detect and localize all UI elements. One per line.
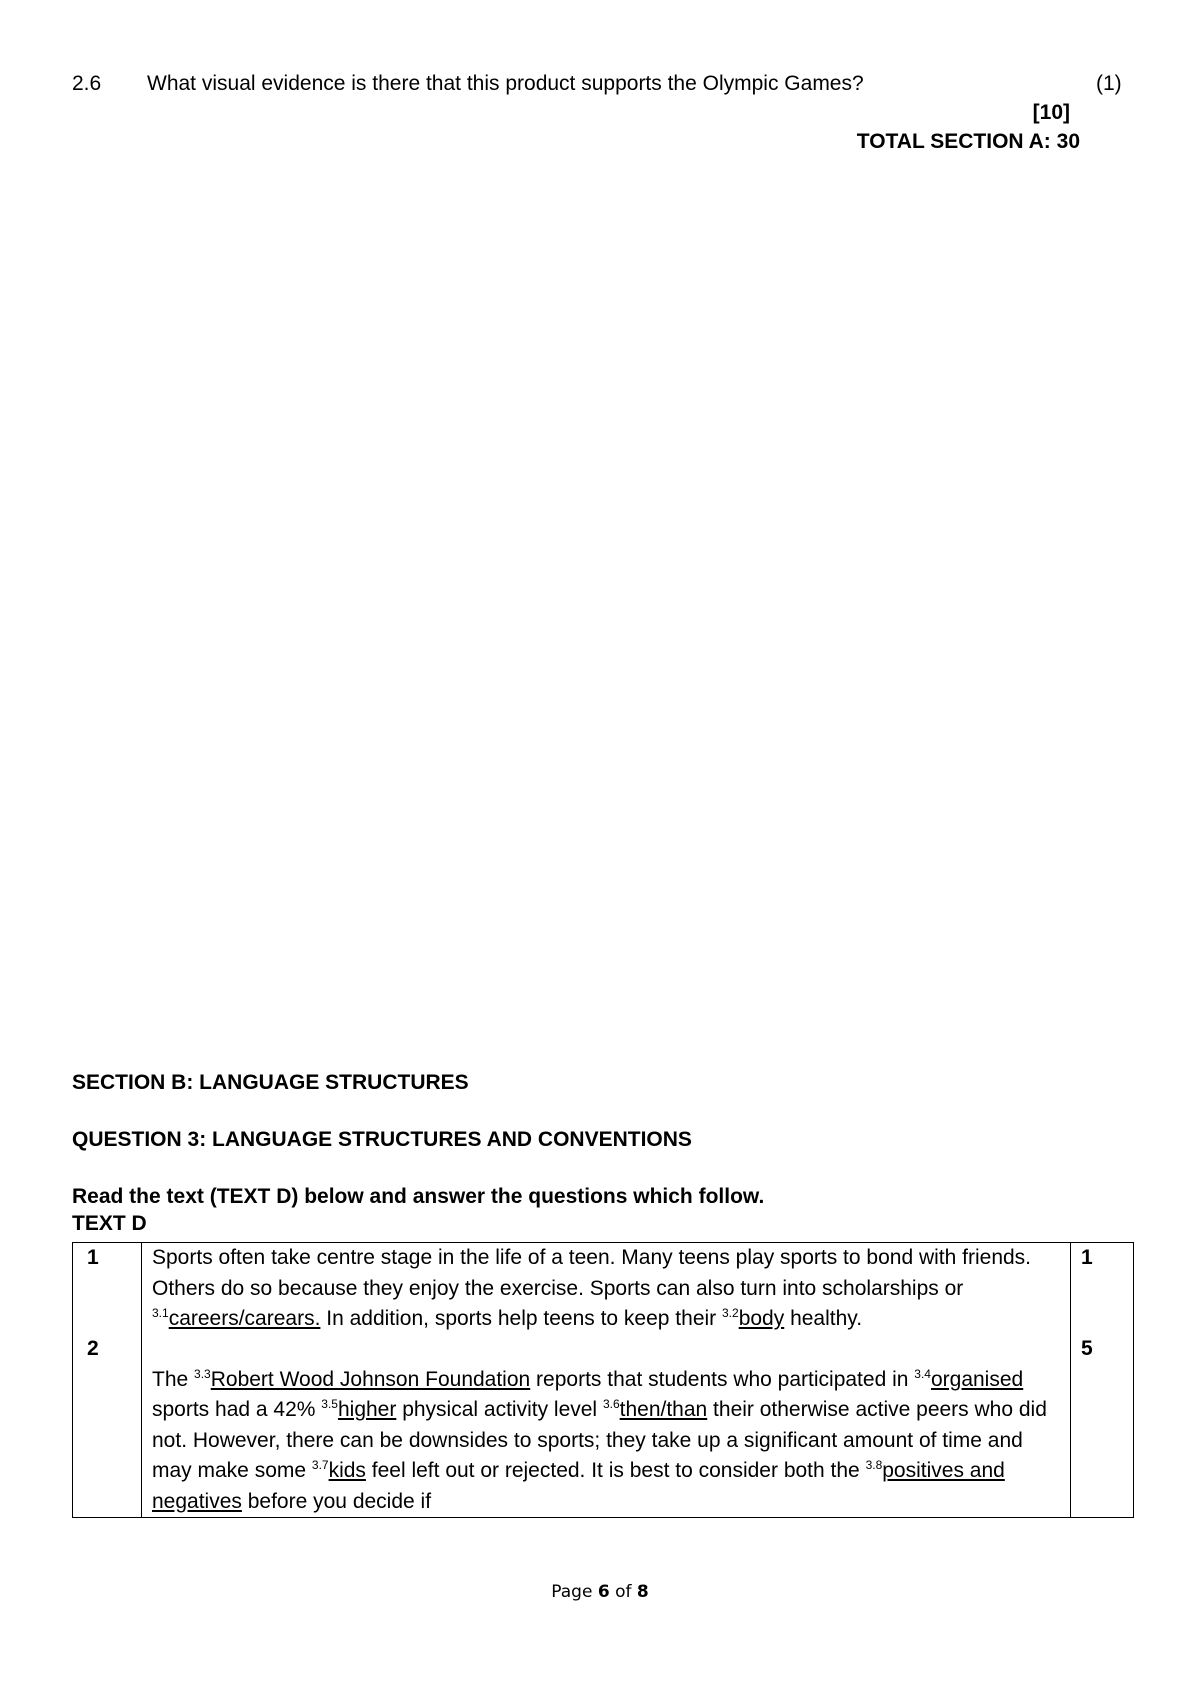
question-ref: 3.7 [311,1458,329,1472]
footer-page-word: Page [551,1582,593,1602]
text-label: TEXT D [72,1212,147,1235]
question-ref: 3.1 [152,1306,169,1320]
footer-of-word: of [615,1582,632,1602]
page-footer [0,1582,1200,1602]
underlined-term: organised [930,1367,1024,1391]
paragraph-1: Sports often take centre stage in the life of a teen. Many teens play sports to bond with friends. Others do so because they enjoy the exercise. Sports can also turn into scholarships or $^{3.1}$careers/carears. In addition, sports help teens to keep their $^{3.2}$body healthy. [152,1246,1032,1330]
underlined-term: kids [328,1459,366,1482]
paragraph-numbers-cell [73,1243,142,1518]
footer-total-pages: 8 [636,1582,649,1602]
footer-page-number: 6 [597,1582,610,1602]
question-ref: 3.6 [602,1397,620,1411]
question-text: What visual evidence is there that this product supports the Olympic Games? [147,72,864,95]
question-mark: (1) [1096,72,1122,95]
underlined-term: careers/carears. [168,1307,321,1330]
question-3-heading: QUESTION 3: LANGUAGE STRUCTURES AND CONVENTIONS [72,1128,692,1151]
question-ref: 3.4 [914,1366,931,1381]
underlined-term: body [738,1307,785,1330]
underlined-term: higher [337,1398,397,1421]
text-d-table [72,1242,1134,1518]
text-d-body [142,1243,1071,1518]
question-total-mark: [10] [1032,101,1070,124]
underlined-term: positives and negatives [152,1459,1005,1513]
question-ref: 3.5 [321,1397,338,1411]
section-b-heading: SECTION B: LANGUAGE STRUCTURES [72,1071,469,1094]
paragraph-marks-cell [1071,1243,1134,1518]
question-ref: 3.8 [865,1458,883,1472]
underlined-term: then/than [619,1398,708,1421]
section-total: TOTAL SECTION A: 30 [856,130,1080,153]
paragraph-mark: 5 [1081,1336,1093,1360]
underlined-term: Robert Wood Johnson Foundation [210,1367,531,1391]
question-ref: 3.3 [194,1366,211,1381]
paragraph-2: The $^{3.3}$Robert Wood Johnson Foundation reports that students who participated in $^{3.4}$organised sports had a 42% $^{3.5}$higher physical activity level $^{3.6}$then/than their otherwise active peers who did not. However, there can be downsides to sports; they take up a significant amount of time and may make some $^{3.7}$kids feel left out or rejected. It is best to consider both the $^{3.8}$positives and negatives before you decide if [152,1366,1047,1513]
paragraph-mark: 1 [1081,1246,1093,1269]
paragraph-number: 2 [87,1336,99,1360]
question-number: 2.6 [72,72,102,95]
table-row [73,1243,1134,1518]
question-ref: 3.2 [722,1306,739,1320]
paragraph-number: 1 [87,1246,99,1269]
instruction-text: Read the text (TEXT D) below and answer the questions which follow. [72,1185,765,1208]
